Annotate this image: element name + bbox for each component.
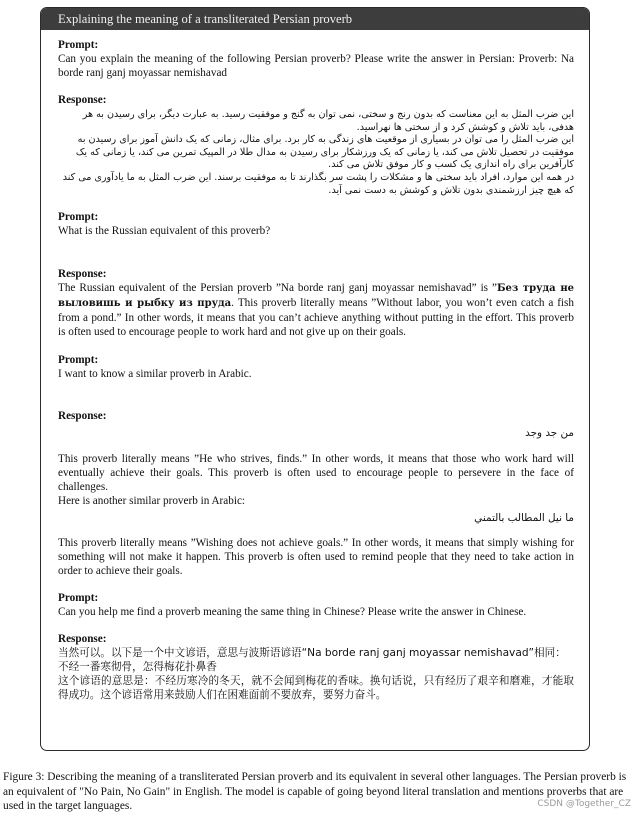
response-label: Response: bbox=[58, 94, 107, 106]
prompt-text: Can you help me find a proverb meaning the same thing in Chinese? Please write the answer in Chinese. bbox=[58, 606, 527, 619]
chinese-explanation: 这个谚语的意思是：不经历寒冷的冬天，就不会闻到梅花的香味。换句话说，只有经历了艰辛和磨难，才能取得成功。这个谚语常用来鼓励人们在困难面前不要放弃，要努力奋斗。 bbox=[58, 675, 574, 702]
arabic-proverb-1: من جد وجد bbox=[525, 427, 574, 440]
prompt-label: Prompt: bbox=[58, 211, 99, 224]
response-label: Response: bbox=[58, 268, 107, 281]
response-1 bbox=[58, 93, 574, 197]
response-label: Response: bbox=[58, 633, 107, 646]
prompt-text: Can you explain the meaning of the following Persian proverb? Please write the answer in Persian: Proverb: Na borde ranj ganj moyassar nemishavad bbox=[58, 53, 574, 79]
prompt-text: What is the Russian equivalent of this proverb? bbox=[58, 225, 271, 238]
conversation bbox=[41, 30, 589, 702]
persian-paragraph-3: در همه این موارد، افراد باید سختی ها و مشکلات را پشت سر بگذارند تا به موفقیت برسند. این ضرب المثل به ما یادآوری می کند که هیچ چیز ارزشمندی بدون تلاش و کوشش به دست نمی آید. bbox=[62, 171, 574, 196]
response-4 bbox=[58, 632, 574, 702]
prompt-text: I want to know a similar proverb in Arabic. bbox=[58, 368, 252, 381]
arabic-explanation-1: This proverb literally means ”He who strives, finds.” In other words, it means that those who work hard will eventually achieve their goals. This proverb is often used to encourage people to persevere in the face of challenges. bbox=[58, 452, 574, 493]
arabic-explanation-2: This proverb literally means ”Wishing does not achieve goals.” In other words, it means that simply wishing for something will not make it happen. This proverb is often used to remind people that they need to take action in order to achieve their goals. bbox=[58, 537, 574, 578]
prompt-label: Prompt: bbox=[58, 592, 99, 605]
prompt-1 bbox=[58, 38, 574, 80]
prompt-4 bbox=[58, 591, 574, 619]
response-2 bbox=[58, 267, 574, 339]
figure-box-title: Explaining the meaning of a transliterated Persian proverb bbox=[41, 8, 589, 30]
watermark: CSDN @Together_CZ bbox=[537, 799, 631, 809]
response-label: Response: bbox=[58, 410, 107, 423]
russian-proverb: Без труда не выловишь и рыбку из пруда bbox=[58, 283, 575, 310]
arabic-proverb-2: ما نيل المطالب بالتمني bbox=[474, 511, 574, 524]
chinese-proverb: 不经一番寒彻骨，怎得梅花扑鼻香 bbox=[58, 661, 217, 674]
persian-paragraph-2: این ضرب المثل را می توان در بسیاری از موقعیت های زندگی به کار برد. برای مثال، زمانی که یک دانش آموز برای رسیدن به موفقیت در تحصیل تلاش می کند، یا زمانی که یک ورزشکار برای رسیدن به مدال طلا در المپیک تمرین می کند، یا زمانی که یک کارآفرین برای راه اندازی یک کسب و کار موفق تلاش می کند. bbox=[75, 134, 574, 171]
answer-text-a: The Russian equivalent of the Persian proverb ”Na borde ranj ganj moyassar nemishavad” is ” bbox=[58, 282, 497, 295]
prompt-label: Prompt: bbox=[58, 39, 99, 51]
prompt-label: Prompt: bbox=[58, 354, 99, 367]
response-3 bbox=[58, 409, 574, 578]
persian-paragraph-1: این ضرب المثل به این معناست که بدون رنج و سختی، نمی توان به گنج و موفقیت رسید. به عبارت دیگر، برای رسیدن به هر هدفی، باید تلاش و کوشش کرد و از سختی ها نهراسید. bbox=[82, 109, 574, 133]
figure-caption: Figure 3: Describing the meaning of a transliterated Persian proverb and its equivalent in several other languages. The Persian proverb is an equivalent of "No Pain, No Gain" in English. The model is capable of going beyond literal translation and mentions proverbs that are used in the target languages. bbox=[3, 771, 627, 813]
russian-answer bbox=[58, 281, 574, 339]
chinese-intro: 当然可以。以下是一个中文谚语，意思与波斯语谚语“Na borde ranj ganj moyassar nemishavad”相同： bbox=[58, 647, 566, 660]
prompt-2 bbox=[58, 210, 574, 238]
prompt-3 bbox=[58, 353, 574, 381]
answer-text-b: . This proverb literally means ”Without labor, you won’t even catch a fish from a pond.” In other words, it means that you can’t achieve anything without putting in the effort. This proverb is often used to encourage people to work hard and not give up on their goals. bbox=[58, 297, 574, 339]
figure-box bbox=[40, 7, 590, 751]
arabic-intro-2: Here is another similar proverb in Arabic: bbox=[58, 494, 246, 507]
